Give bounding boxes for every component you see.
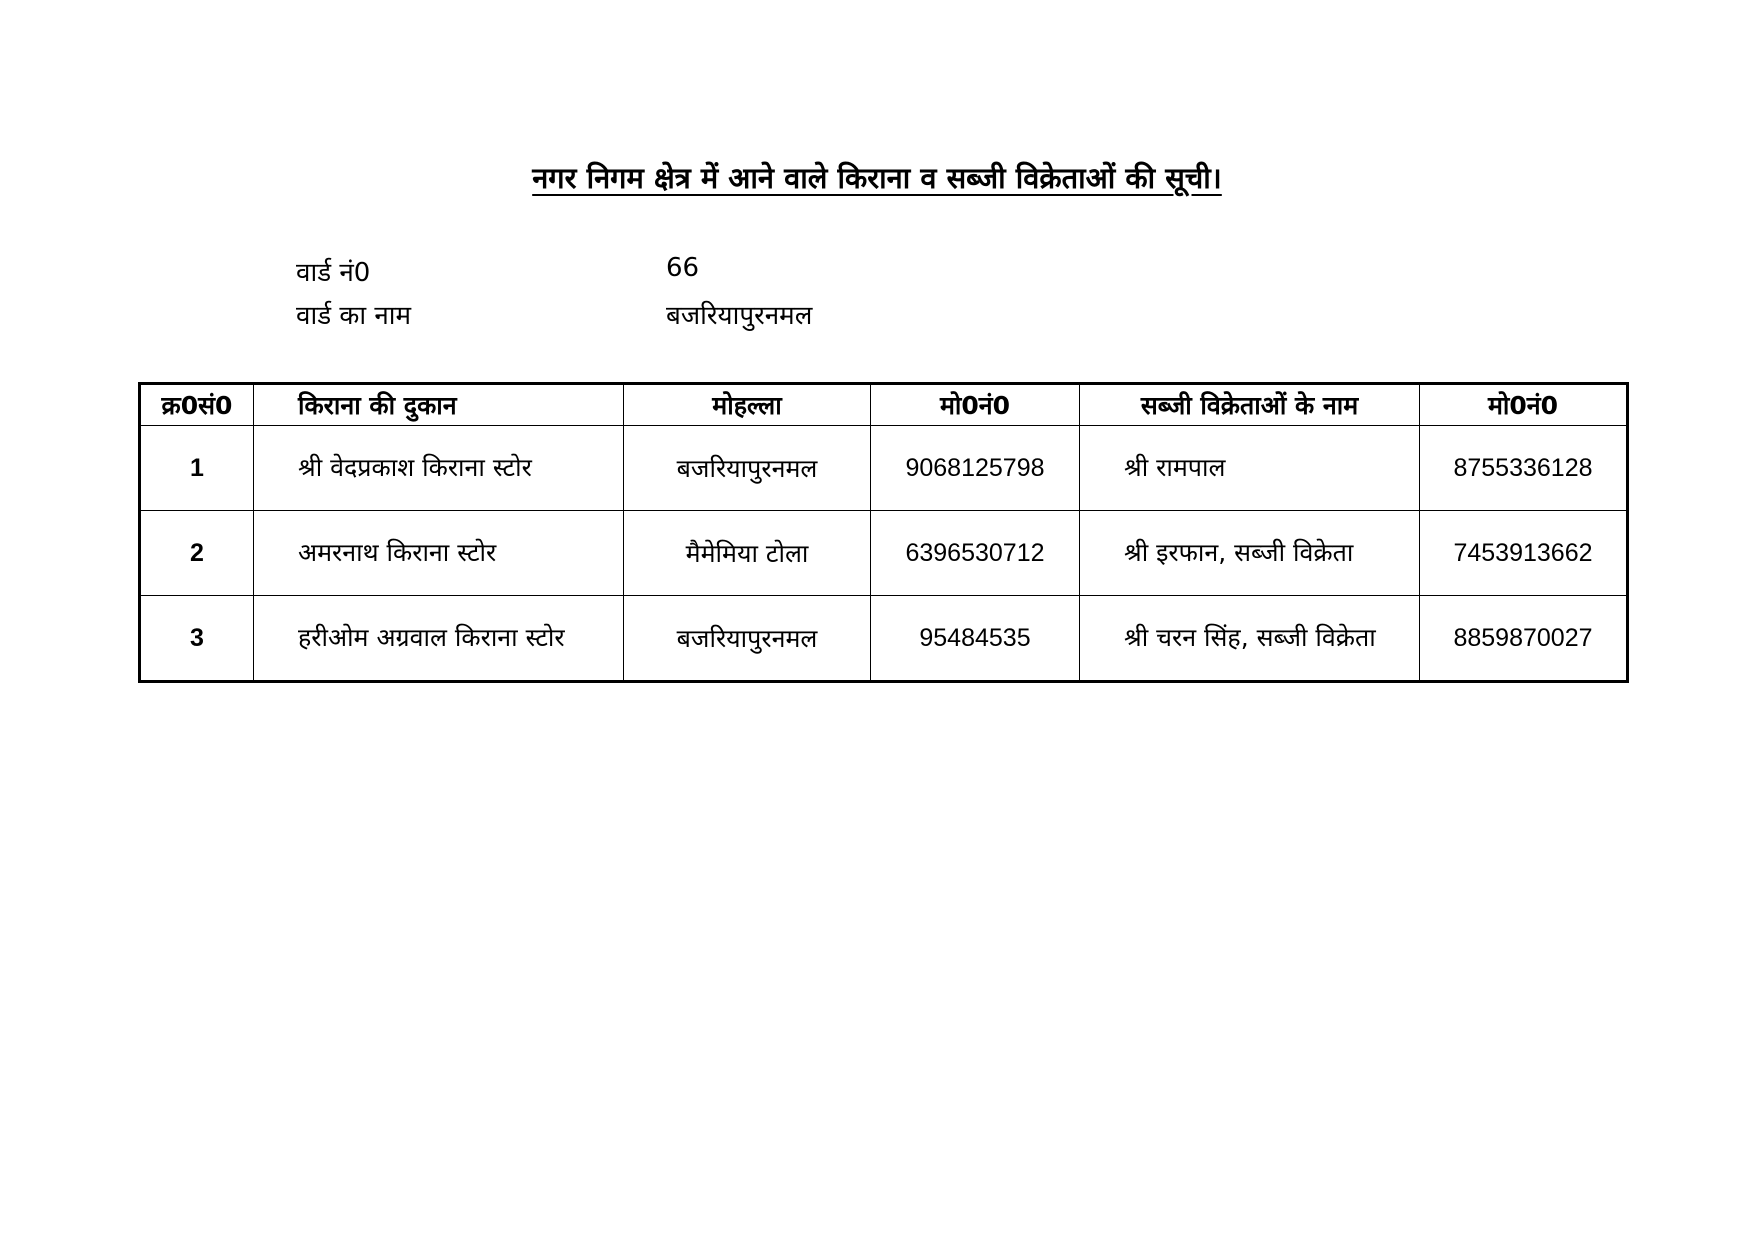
row-serial-number: 1 xyxy=(140,426,254,511)
ward-name-value: बजरियापुरनमल xyxy=(666,301,813,331)
table-row xyxy=(140,426,1628,511)
row-vendor-phone: 7453913662 xyxy=(1420,511,1628,596)
vendor-list-table xyxy=(138,382,1629,683)
row-shop-name: श्री वेदप्रकाश किराना स्टोर xyxy=(254,426,624,511)
header-vegetable-vendor-name: सब्जी विक्रेताओं के नाम xyxy=(1080,384,1420,426)
row-locality: मैमेमिया टोला xyxy=(624,511,871,596)
row-locality: बजरियापुरनमल xyxy=(624,426,871,511)
row-locality: बजरियापुरनमल xyxy=(624,596,871,682)
row-vendor-name: श्री चरन सिंह, सब्जी विक्रेता xyxy=(1080,596,1420,682)
table-row xyxy=(140,596,1628,682)
row-vendor-name: श्री इरफान, सब्जी विक्रेता xyxy=(1080,511,1420,596)
document-title-text: नगर निगम क्षेत्र में आने वाले किराना व सब्जी विक्रेताओं की सूची। xyxy=(532,161,1222,195)
row-serial-number: 3 xyxy=(140,596,254,682)
header-grocery-shop: किराना की दुकान xyxy=(254,384,624,426)
header-vendor-mobile: मो0नं0 xyxy=(1420,384,1628,426)
row-shop-name: हरीओम अग्रवाल किराना स्टोर xyxy=(254,596,624,682)
row-shop-phone: 6396530712 xyxy=(871,511,1080,596)
ward-number-label: वार्ड नं0 xyxy=(296,258,371,288)
row-serial-number: 2 xyxy=(140,511,254,596)
document-title xyxy=(0,158,1754,197)
row-vendor-name: श्री रामपाल xyxy=(1080,426,1420,511)
ward-number-value: 66 xyxy=(666,253,700,283)
header-serial-number: क्र0सं0 xyxy=(140,384,254,426)
row-vendor-phone: 8755336128 xyxy=(1420,426,1628,511)
header-shop-mobile: मो0नं0 xyxy=(871,384,1080,426)
row-vendor-phone: 8859870027 xyxy=(1420,596,1628,682)
row-shop-phone: 95484535 xyxy=(871,596,1080,682)
table-header-row xyxy=(140,384,1628,426)
ward-name-label: वार्ड का नाम xyxy=(296,301,412,331)
row-shop-name: अमरनाथ किराना स्टोर xyxy=(254,511,624,596)
table-row xyxy=(140,511,1628,596)
row-shop-phone: 9068125798 xyxy=(871,426,1080,511)
header-locality: मोहल्ला xyxy=(624,384,871,426)
